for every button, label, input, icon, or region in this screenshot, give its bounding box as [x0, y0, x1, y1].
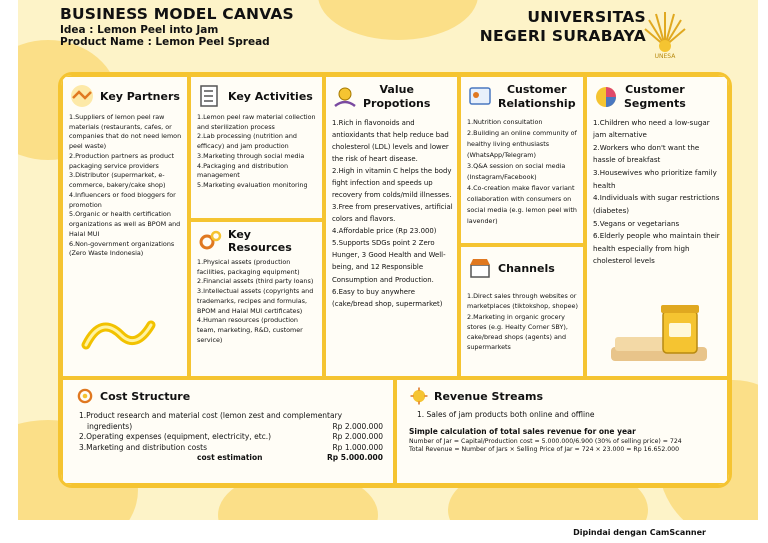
- cost-label: 2.Operating expenses (equipment, electricity, etc.): [79, 432, 272, 441]
- store-icon: [467, 255, 493, 281]
- key-activities-box: [189, 75, 324, 220]
- revenue-item: 1. Sales of jam products both online and offline: [417, 410, 595, 419]
- university-line1: UNIVERSITAS: [527, 8, 646, 26]
- cost-total-amount: Rp 5.000.000: [327, 453, 383, 462]
- customer-segments-title: [624, 83, 686, 111]
- list-item: 1.Rich in flavonoids and antioxidants that help reduce bad cholesterol (LDL) levels and lower the risk of heart disease.: [332, 118, 449, 163]
- business-model-canvas: [58, 72, 732, 488]
- key-partners-title: Key Partners: [100, 89, 180, 103]
- idea-line: Idea : Lemon Peel into Jam: [60, 23, 219, 36]
- cost-total-row: [79, 453, 383, 464]
- channels-header: [467, 255, 579, 281]
- key-resources-box: [189, 220, 324, 378]
- revenue-calc-line1: Number of Jar = Capital/Production cost = 5.000.000/6.900 (30% of selling price) = 724: [409, 438, 682, 445]
- bg-blob: [318, 0, 478, 40]
- university-line2: NEGERI SURABAYA: [479, 27, 646, 46]
- cost-row: [79, 432, 383, 443]
- cost-structure-table: [75, 411, 383, 464]
- money-flow-icon: [409, 386, 429, 406]
- list-item: 3.Q&A session on social media (Instagram/Facebook): [467, 161, 566, 181]
- list-item: 5.Marketing evaluation monitoring: [197, 181, 308, 190]
- list-item: 1.Physical assets (production facilities, packaging equipment): [197, 258, 300, 276]
- gears-icon: [197, 228, 223, 254]
- key-partners-list: [69, 113, 183, 259]
- list-item: 1.Children who need a low-sugar jam alternative: [593, 117, 710, 140]
- list-item: 4.Co-creation make flavor variant collaboration with consumers on social media (e.g. lemon peel with lavender): [467, 183, 577, 225]
- list-item: 2.High in vitamin C helps the body fight infection and speeds up recovery from colds/mild illnesses.: [332, 166, 452, 199]
- revenue-streams-title: Revenue Streams: [434, 389, 544, 403]
- logo-text: UNESA: [654, 53, 676, 60]
- list-item: 1.Nutrition consultation: [467, 117, 543, 126]
- product-name-line: Product Name : Lemon Peel Spread: [60, 35, 270, 48]
- customer-relationship-title: [498, 83, 576, 111]
- key-partners-box: [61, 75, 189, 378]
- list-item: 6.Elderly people who maintain their health especially from high cholesterol levels: [593, 231, 720, 266]
- customer-relationship-list: [467, 117, 579, 227]
- list-item: 6.Easy to buy anywhere (cake/bread shop, supermarket): [332, 287, 443, 308]
- page-title: BUSINESS MODEL CANVAS: [60, 5, 294, 23]
- cost-amount: Rp 2.000.000: [332, 421, 383, 431]
- key-activities-header: [197, 83, 318, 109]
- list-item: 3.Marketing through social media: [197, 151, 305, 160]
- key-activities-list: [197, 113, 318, 191]
- cost-label: ingredients): [87, 421, 133, 431]
- customer-segments-title-line1: Customer: [625, 83, 685, 96]
- value-propositions-title-line1: Value: [379, 83, 414, 96]
- revenue-calc-title: Simple calculation of total sales revenue for one year: [409, 427, 636, 436]
- value-propositions-title: [363, 83, 430, 111]
- university-name: [480, 8, 646, 47]
- revenue-streams-box: [395, 378, 729, 485]
- value-propositions-header: [332, 83, 453, 111]
- list-item: 1.Direct sales through websites or marketplaces (tiktokshop, shopee): [467, 292, 578, 311]
- customer-segments-box: [585, 75, 729, 378]
- handshake-icon: [69, 83, 95, 109]
- customer-segments-list: [593, 117, 721, 269]
- list-item: 2.Lab processing (nutrition and efficacy) and jam production: [197, 132, 297, 151]
- key-partners-header: [69, 83, 183, 109]
- channels-list: [467, 291, 579, 353]
- list-item: 1.Lemon peel raw material collection and sterilization process: [197, 113, 316, 131]
- channels-box: [459, 245, 585, 378]
- scanned-page: [18, 0, 758, 520]
- list-item: 3.Intellectual assets (copyrights and trademarks, recipes and formulas, BPOM and Halal MUI certificates): [197, 287, 314, 315]
- hands-money-icon: [332, 84, 358, 110]
- checklist-icon: [197, 83, 223, 109]
- list-item: 5.Organic or health certification organizations as well as BPOM and Halal MUI: [69, 210, 181, 238]
- scanner-watermark: Dipindai dengan CamScanner: [573, 528, 706, 537]
- unesa-logo-icon: [642, 4, 688, 60]
- list-item: 4.Human resources (production team, marketing, R&D, customer service): [197, 316, 303, 344]
- key-resources-list: [197, 258, 318, 346]
- lemon-peel-image: [81, 305, 161, 365]
- value-propositions-box: [324, 75, 459, 378]
- list-item: 1.Suppliers of lemon peel raw materials (restaurants, cafes, or companies that do not need lemon peel waste): [69, 113, 182, 151]
- jam-jar-image: [603, 297, 713, 367]
- channels-title: Channels: [498, 261, 555, 275]
- header-left: [60, 6, 294, 48]
- customer-profile-icon: [467, 84, 493, 110]
- list-item: 2.Production partners as product packaging service providers: [69, 151, 175, 170]
- list-item: 2.Workers who don't want the hassle of breakfast: [593, 142, 700, 165]
- cost-amount: Rp 1.000.000: [332, 442, 383, 452]
- customer-relationship-title-line1: Customer: [506, 83, 567, 96]
- list-item: 2.Marketing in organic grocery stores (e.g. Healty Corner SBY), cake/bread shops (agents) and supermarkets: [467, 312, 568, 352]
- customer-relationship-title-line2: Relationship: [498, 96, 576, 110]
- cost-gear-icon: [75, 386, 95, 406]
- list-item: 2.Building an online community of healthy living enthusiasts (WhatsApp/Telegram): [467, 128, 577, 159]
- list-item: 3.Free from preservatives, artificial colors and flavors.: [332, 203, 453, 224]
- key-resources-title: Key Resources: [228, 228, 292, 254]
- cost-row: [79, 411, 383, 422]
- key-resources-header: [197, 228, 318, 254]
- value-propositions-list: [332, 117, 453, 310]
- list-item: 4.Packaging and distribution management: [197, 161, 289, 180]
- customer-relationship-box: [459, 75, 585, 245]
- cost-total-label: cost estimation: [197, 453, 263, 462]
- cost-row: [79, 443, 383, 454]
- list-item: 5.Vegans or vegetarians: [593, 218, 680, 228]
- customer-segments-title-line2: Segments: [624, 96, 686, 110]
- customer-relationship-header: [467, 83, 579, 111]
- list-item: 4.Influencers or food bloggers for promotion: [69, 190, 176, 209]
- revenue-calc-line2: Total Revenue = Number of Jars × Selling Price of Jar = 724 × 23.000 = Rp 16.652.000: [409, 446, 680, 453]
- key-activities-title: Key Activities: [228, 89, 313, 103]
- value-propositions-title-line2: Propotions: [363, 96, 431, 110]
- cost-structure-title: Cost Structure: [100, 389, 191, 403]
- cost-structure-box: [61, 378, 395, 485]
- segments-icon: [593, 84, 619, 110]
- cost-amount: Rp 2.000.000: [332, 432, 383, 441]
- list-item: 4.Affordable price (Rp 23.000): [332, 227, 437, 236]
- cost-label: 3.Marketing and distribution costs: [79, 442, 208, 452]
- list-item: 5.Supports SDGs point 2 Zero Hunger, 3 Good Health and Well-being, and 12 Responsible Consumption and Production.: [332, 239, 446, 284]
- list-item: 6.Non-government organizations (Zero Waste Indonesia): [69, 239, 175, 258]
- cost-structure-header: [75, 386, 383, 406]
- list-item: 3.Housewives who prioritize family health: [593, 168, 717, 190]
- list-item: 4.Individuals with sugar restrictions (diabetes): [593, 193, 720, 215]
- cost-row: [79, 422, 383, 433]
- revenue-streams-header: [409, 386, 719, 406]
- list-item: 3.Distributor (supermarket, e-commerce, bakery/cake shop): [69, 171, 166, 190]
- list-item: 2.Financial assets (third party loans): [197, 277, 314, 286]
- cost-label: 1.Product research and material cost (lemon zest and complementary: [79, 411, 343, 420]
- customer-segments-header: [593, 83, 721, 111]
